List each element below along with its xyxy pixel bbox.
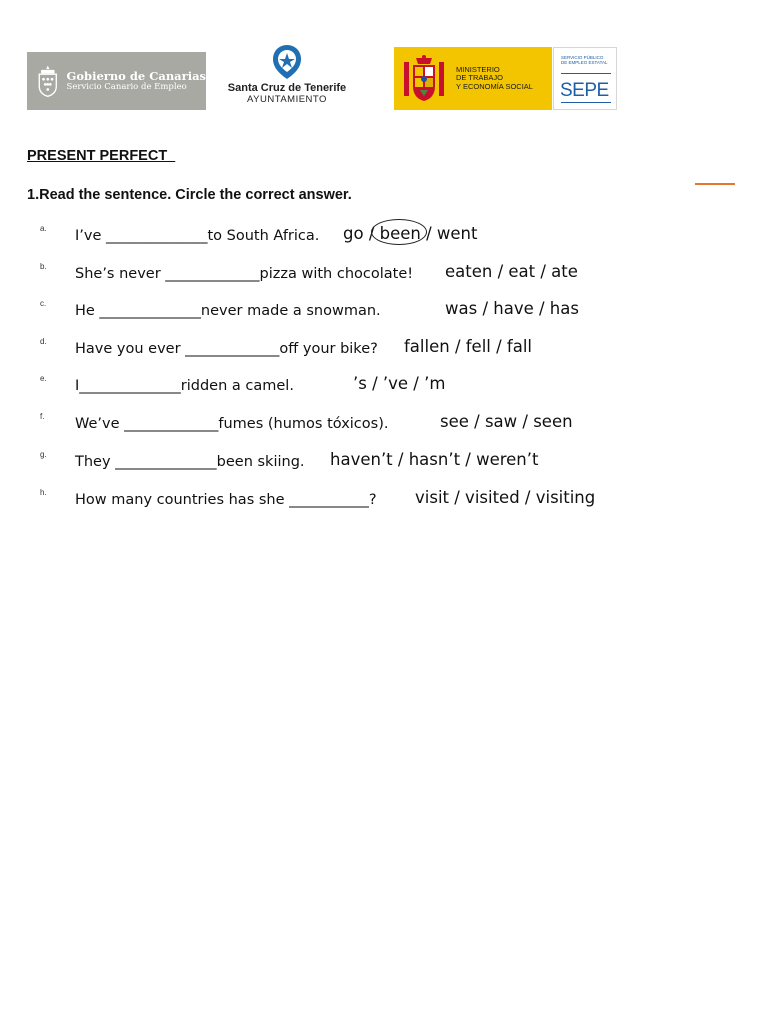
santa-cruz-tenerife-logo: [222, 44, 352, 114]
ministerio-line-1: MINISTERIO: [456, 64, 500, 74]
exercise-item-f: [40, 412, 740, 442]
item-sentence: He ______________never made a snowman.: [75, 303, 381, 319]
item-options: see / saw / seen: [440, 412, 573, 431]
item-letter: d.: [40, 337, 47, 346]
tenerife-emblem-icon: [270, 44, 304, 80]
item-sentence: I______________ridden a camel.: [75, 378, 294, 394]
spain-coat-of-arms-icon: [402, 54, 446, 104]
item-letter: a.: [40, 224, 47, 233]
item-sentence: She’s never _____________pizza with chocolate!: [75, 266, 414, 282]
exercise-item-c: [40, 299, 740, 329]
exercise-instruction: 1.Read the sentence. Circle the correct answer.: [27, 187, 352, 203]
ministerio-line-2: DE TRABAJO: [456, 73, 503, 83]
item-sentence: They ______________been skiing.: [75, 454, 305, 470]
item-sentence: We’ve _____________fumes (humos tóxicos).: [75, 416, 389, 432]
item-sentence: How many countries has she ___________?: [75, 492, 377, 508]
exercise-item-d: [40, 337, 740, 367]
item-letter: g.: [40, 450, 47, 459]
tenerife-name: Santa Cruz de Tenerife: [227, 82, 347, 94]
item-options: ’s / ’ve / ’m: [353, 374, 446, 393]
sepe-logo: [553, 47, 617, 110]
worksheet-title: PRESENT PERFECT: [27, 148, 176, 164]
sepe-divider-bottom: [561, 102, 611, 103]
item-options: haven’t / hasn’t / weren’t: [330, 450, 539, 469]
item-letter: f.: [40, 412, 45, 421]
item-letter: h.: [40, 488, 47, 497]
item-letter: e.: [40, 374, 47, 383]
item-options: fallen / fell / fall: [404, 337, 533, 356]
item-letter: c.: [40, 299, 47, 308]
gobierno-canarias-logo: [27, 52, 206, 110]
item-options: go / been / went: [343, 224, 478, 243]
ministerio-line-3: Y ECONOMÍA SOCIAL: [456, 81, 533, 91]
canarias-name: Gobierno de Canarias: [66, 68, 206, 83]
exercise-item-g: [40, 450, 740, 480]
tenerife-subtitle: AYUNTAMIENTO: [247, 94, 327, 105]
item-sentence: I’ve ______________to South Africa.: [75, 228, 320, 244]
sepe-divider: [561, 73, 611, 74]
item-letter: b.: [40, 262, 47, 271]
orange-underline-mark: [695, 183, 735, 185]
exercise-item-b: [40, 262, 740, 292]
canarias-shield-icon: [35, 61, 61, 101]
sepe-small-line-2: DE EMPLEO ESTATAL: [561, 60, 608, 66]
answer-circle: [371, 219, 427, 245]
exercise-item-e: [40, 374, 740, 404]
item-sentence: Have you ever _____________off your bike?: [75, 341, 378, 357]
item-options: visit / visited / visiting: [415, 488, 596, 507]
item-options: was / have / has: [445, 299, 579, 318]
sepe-small-line-1: SERVICIO PÚBLICO: [561, 55, 604, 60]
sepe-acronym: SEPE: [560, 80, 609, 101]
exercise-item-h: [40, 488, 740, 518]
canarias-subname: Servicio Canario de Empleo: [66, 81, 187, 92]
item-options: eaten / eat / ate: [445, 262, 578, 281]
ministerio-trabajo-logo: [394, 47, 552, 110]
